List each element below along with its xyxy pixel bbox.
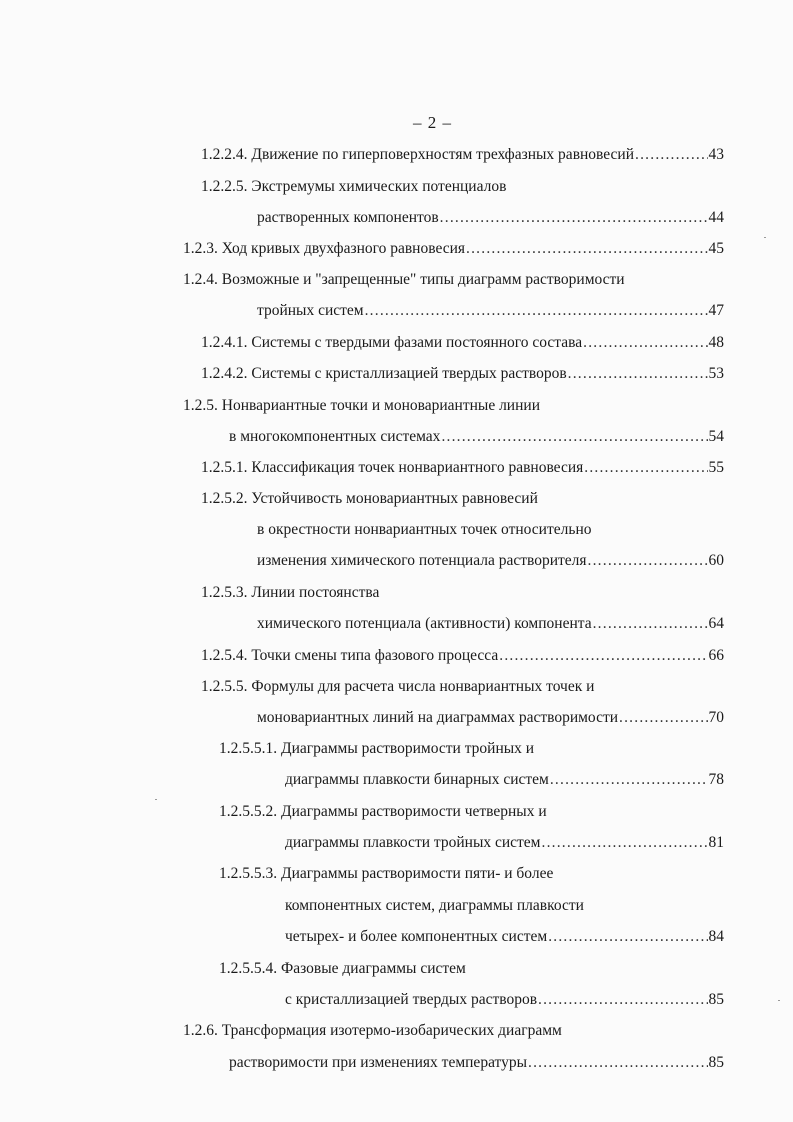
toc-page-number: 66 [708, 647, 724, 664]
toc-leader-dots [548, 925, 707, 949]
toc-entry-title: 1.2.5.5. Формулы для расчета числа нонвариантных точек и [201, 678, 595, 695]
toc-page-number: 70 [708, 709, 724, 726]
toc-entry-title: в окрестности нонвариантных точек относительно [257, 521, 592, 538]
toc-entry-title: изменения химического потенциала растворителя [257, 552, 587, 569]
toc-leader-dots [499, 644, 707, 668]
toc-entry-continuation [257, 549, 724, 573]
toc-page-number: 44 [708, 209, 724, 226]
toc-leader-dots [593, 612, 708, 636]
toc-entry [183, 394, 540, 418]
toc-entry-title: в многокомпонентных системах [229, 428, 441, 445]
toc-entry-title: химического потенциала (активности) компонента [257, 615, 592, 632]
toc-entry-title: 1.2.5.2. Устойчивость моновариантных равновесий [201, 490, 538, 507]
toc-entry-title: растворимости при изменениях температуры [229, 1054, 528, 1071]
toc-page-number: 60 [708, 552, 724, 569]
toc-entry-continuation [257, 518, 591, 542]
toc-page-number: 48 [708, 334, 724, 351]
scan-speck [778, 1000, 780, 1001]
toc-entry-continuation [257, 612, 724, 636]
scan-speck [764, 237, 766, 238]
toc-entry [201, 175, 506, 199]
toc-page-number: 84 [708, 928, 724, 945]
toc-leader-dots [588, 549, 708, 573]
toc-entry [201, 331, 724, 355]
page-number: – 2 – [413, 113, 452, 132]
toc-entry-continuation [229, 425, 724, 449]
toc-entry-title: 1.2.5.1. Классификация точек нонвариантного равновесия [201, 459, 584, 476]
toc-entry-continuation [285, 768, 724, 792]
toc-entry-title: 1.2.5. Нонвариантные точки и моновариантные линии [183, 397, 540, 414]
toc-entry-title: 1.2.4. Возможные и "запрещенные" типы диаграмм растворимости [183, 271, 625, 288]
toc-entry-title: 1.2.5.5.4. Фазовые диаграммы систем [219, 960, 466, 977]
toc-page-number: 81 [708, 834, 724, 851]
toc-page-number: 85 [708, 991, 724, 1008]
toc-entry-title: моновариантных линий на диаграммах растворимости [257, 709, 619, 726]
toc-page-number: 78 [708, 771, 724, 788]
toc-entry-title: 1.2.2.4. Движение по гиперповерхностям трехфазных равновесий [201, 146, 635, 163]
toc-entry-title: диаграммы плавкости бинарных систем [285, 771, 549, 788]
toc-entry-continuation [257, 299, 724, 323]
toc-entry-title: четырех- и более компонентных систем [285, 928, 548, 945]
toc-entry-title: 1.2.2.5. Экстремумы химических потенциалов [201, 178, 507, 195]
toc-entry [201, 644, 724, 668]
toc-entry-title: 1.2.5.4. Точки смены типа фазового процесса [201, 647, 499, 664]
toc-entry [183, 237, 724, 261]
toc-entry-title: компонентных систем, диаграммы плавкости [285, 897, 584, 914]
toc-page-number: 53 [708, 365, 724, 382]
toc-leader-dots [441, 425, 707, 449]
toc-entry [219, 957, 466, 981]
scan-speck [155, 799, 157, 800]
toc-page-number: 64 [708, 615, 724, 632]
toc-entry [201, 362, 724, 386]
toc-leader-dots [568, 362, 708, 386]
toc-page-number: 47 [708, 302, 724, 319]
toc-entry-title: 1.2.5.5.3. Диаграммы растворимости пяти- и более [219, 865, 554, 882]
toc-entry-title: 1.2.5.5.1. Диаграммы растворимости тройных и [219, 740, 535, 757]
toc-page-number: 85 [708, 1054, 724, 1071]
toc-entry-continuation [257, 706, 724, 730]
toc-leader-dots [440, 206, 708, 230]
toc-page-number: 54 [708, 428, 724, 445]
toc-entry-title: растворенных компонентов [257, 209, 439, 226]
toc-leader-dots [583, 331, 707, 355]
toc-leader-dots [619, 706, 707, 730]
toc-entry-continuation [285, 988, 724, 1012]
toc-entry-continuation [285, 925, 724, 949]
toc-entry-title: 1.2.5.5.2. Диаграммы растворимости четверных и [219, 803, 547, 820]
toc-leader-dots [466, 237, 707, 261]
toc-entry [201, 487, 538, 511]
toc-entry [219, 737, 534, 761]
toc-page-number: 45 [708, 240, 724, 257]
toc-entry-continuation [285, 894, 584, 918]
toc-entry [201, 581, 379, 605]
toc-entry-title: 1.2.4.1. Системы с твердыми фазами постоянного состава [201, 334, 583, 351]
toc-entry [201, 143, 724, 167]
toc-entry-title: 1.2.3. Ход кривых двухфазного равновесия [183, 240, 466, 257]
toc-entry-continuation [285, 831, 724, 855]
toc-leader-dots [635, 143, 707, 167]
toc-entry-title: диаграммы плавкости тройных систем [285, 834, 541, 851]
toc-page-number: 55 [708, 459, 724, 476]
toc-leader-dots [528, 1051, 707, 1075]
toc-entry-continuation [257, 206, 724, 230]
toc-leader-dots [538, 988, 707, 1012]
toc-entry [183, 268, 625, 292]
toc-entry-continuation [229, 1051, 724, 1075]
toc-entry [201, 456, 724, 480]
toc-entry-title: 1.2.4.2. Системы с кристаллизацией твердых растворов [201, 365, 567, 382]
toc-entry-title: с кристаллизацией твердых растворов [285, 991, 538, 1008]
toc-entry [219, 800, 547, 824]
toc-entry [183, 1019, 562, 1043]
toc-leader-dots [584, 456, 707, 480]
toc-entry-title: 1.2.6. Трансформация изотермо-изобарических диаграмм [183, 1022, 562, 1039]
toc-entry-title: 1.2.5.3. Линии постоянства [201, 584, 380, 601]
toc-entry [219, 862, 553, 886]
toc-entry-title: тройных систем [257, 302, 364, 319]
toc-leader-dots [542, 831, 708, 855]
toc-page-number: 43 [708, 146, 724, 163]
toc-entry [201, 675, 594, 699]
toc-leader-dots [550, 768, 708, 792]
toc-leader-dots [365, 299, 708, 323]
